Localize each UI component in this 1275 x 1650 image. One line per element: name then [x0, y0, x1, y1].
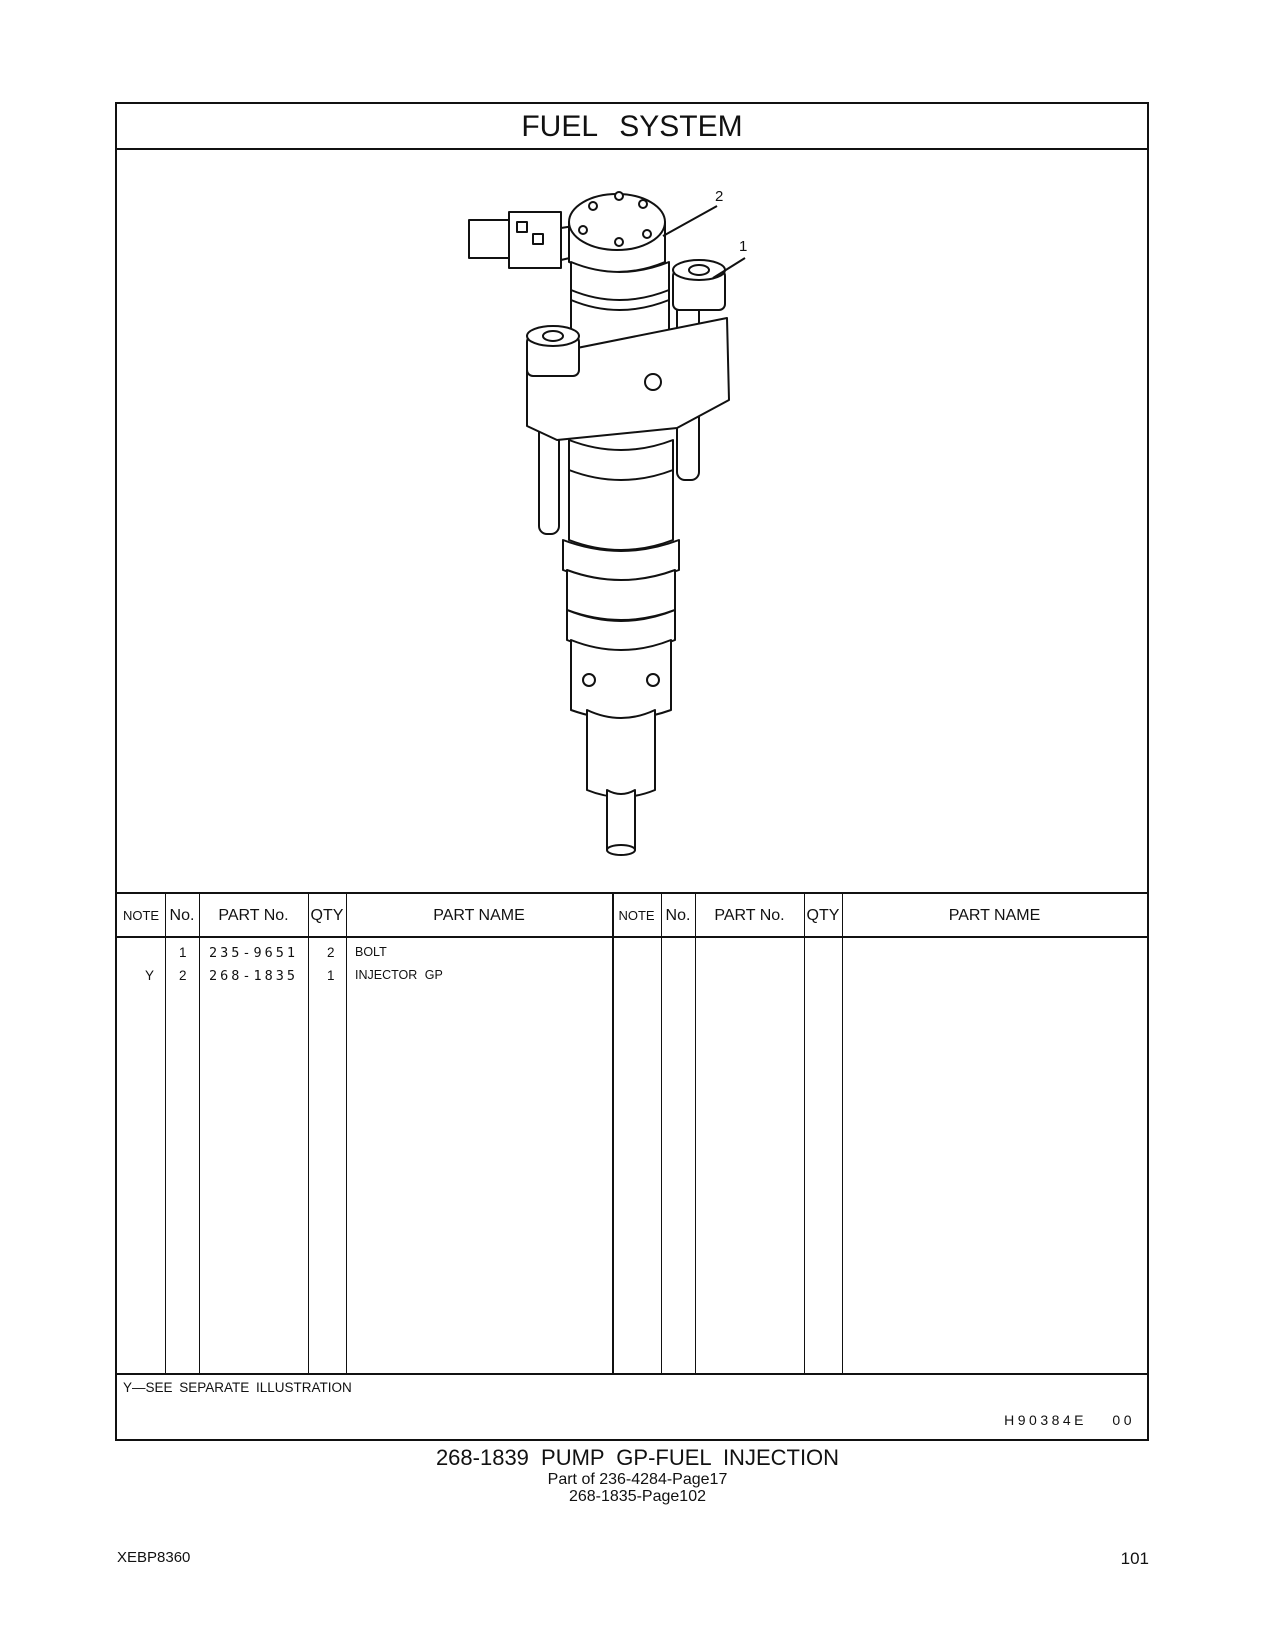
callout-2: 2 [715, 188, 724, 205]
col-header-qty-right: QTY [804, 894, 842, 938]
row-note: Y [145, 968, 155, 983]
col-header-qty: QTY [308, 894, 346, 938]
document-id: XEBP8360 [117, 1549, 191, 1566]
col-header-note-right: NOTE [612, 894, 661, 938]
row-part-name: BOLT [355, 945, 387, 959]
part-of-reference: Part of 236-4284-Page17 [547, 1471, 728, 1488]
page-reference: 268-1835-Page102 [568, 1488, 706, 1505]
col-header-no-right: No. [661, 894, 695, 938]
row-qty: 2 [327, 945, 335, 960]
section-title: FUEL SYSTEM [117, 104, 1147, 150]
connector-plug [469, 220, 511, 258]
reference-code [1004, 1412, 1135, 1428]
injector-illustration [117, 150, 1147, 892]
parts-table [117, 892, 1147, 1375]
illustration-code: H90384E [1004, 1412, 1088, 1428]
page-number: 101 [1120, 1549, 1149, 1568]
group-title: 268-1839 PUMP GP-FUEL INJECTION [435, 1445, 840, 1470]
row-part-no: 235-9651 [209, 945, 299, 961]
col-header-part-no-right: PART No. [695, 894, 804, 938]
fuel-injector-drawing [117, 150, 1147, 892]
leader-line-2 [663, 206, 717, 236]
col-header-part-no: PART No. [199, 894, 308, 938]
col-header-no: No. [165, 894, 199, 938]
middle-body [569, 440, 673, 550]
row-part-no: 268-1835 [209, 968, 299, 984]
footnote: Y—SEE SEPARATE ILLUSTRATION [123, 1380, 352, 1395]
row-no: 1 [179, 945, 187, 960]
row-qty: 1 [327, 968, 335, 983]
col-header-part-name-right: PART NAME [842, 894, 1147, 938]
row-no: 2 [179, 968, 187, 983]
col-header-part-name: PART NAME [346, 894, 612, 938]
row-part-name: INJECTOR GP [355, 968, 443, 982]
nozzle-body [587, 710, 655, 797]
revision-code: 00 [1112, 1412, 1135, 1428]
callout-1: 1 [739, 238, 748, 255]
col-header-note: NOTE [117, 894, 165, 938]
parts-frame [115, 102, 1149, 1441]
